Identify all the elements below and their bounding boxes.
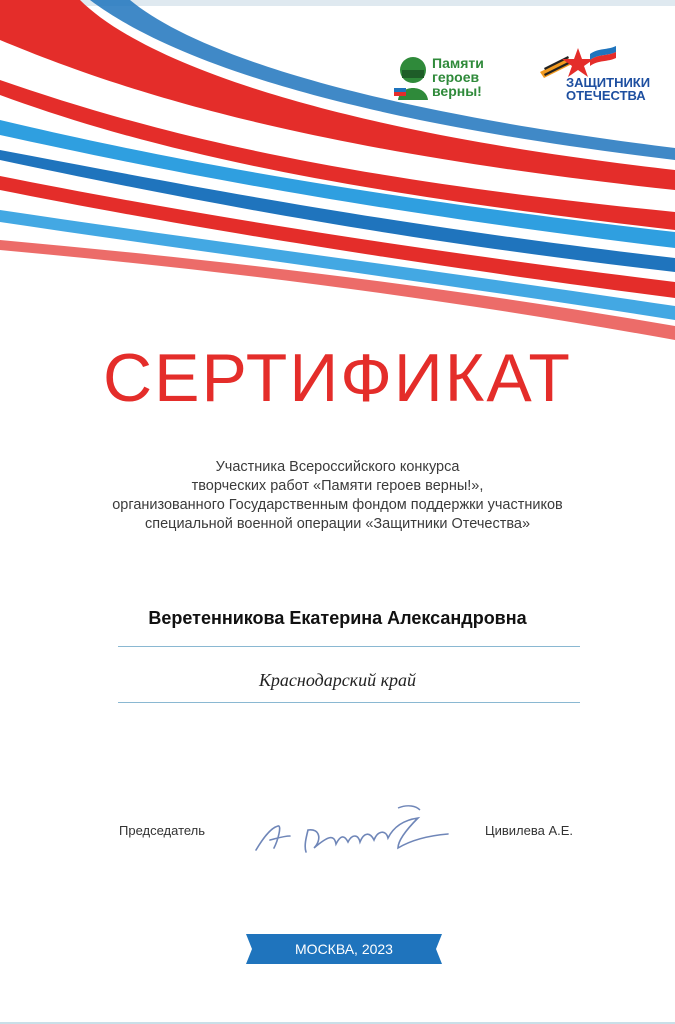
divider-line — [118, 702, 580, 703]
defenders-fatherland-logo — [538, 46, 663, 106]
logo-defenders-line2: ОТЕЧЕСТВА — [566, 88, 646, 103]
logo-memory-line3: верны! — [432, 83, 482, 99]
logo-memory-line2: героев — [432, 69, 480, 85]
description-line: Участника Всероссийского конкурса — [215, 459, 460, 475]
logo-defenders-line1: ЗАЩИТНИКИ — [566, 75, 651, 90]
soldier-icon — [394, 54, 432, 100]
place-year-label: МОСКВА, 2023 — [295, 941, 393, 957]
recipient-region: Краснодарский край — [258, 670, 417, 690]
certificate-description — [40, 458, 635, 534]
signer-role: Председатель — [119, 823, 206, 838]
certificate-title: СЕРТИФИКАТ — [103, 340, 572, 416]
place-year-banner — [246, 934, 442, 964]
recipient-name: Веретенникова Екатерина Александровна — [148, 608, 527, 628]
handwritten-signature — [248, 800, 460, 862]
logo-memory-line1: Памяти — [432, 55, 484, 71]
signer-name: Цивилева А.Е. — [485, 823, 574, 838]
description-line: творческих работ «Памяти героев верны!», — [191, 478, 484, 494]
memory-heroes-logo — [394, 52, 504, 104]
divider-line — [118, 646, 580, 647]
description-line: специальной военной операции «Защитники Отечества» — [144, 516, 531, 532]
description-line: организованного Государственным фондом поддержки участников — [112, 497, 563, 513]
